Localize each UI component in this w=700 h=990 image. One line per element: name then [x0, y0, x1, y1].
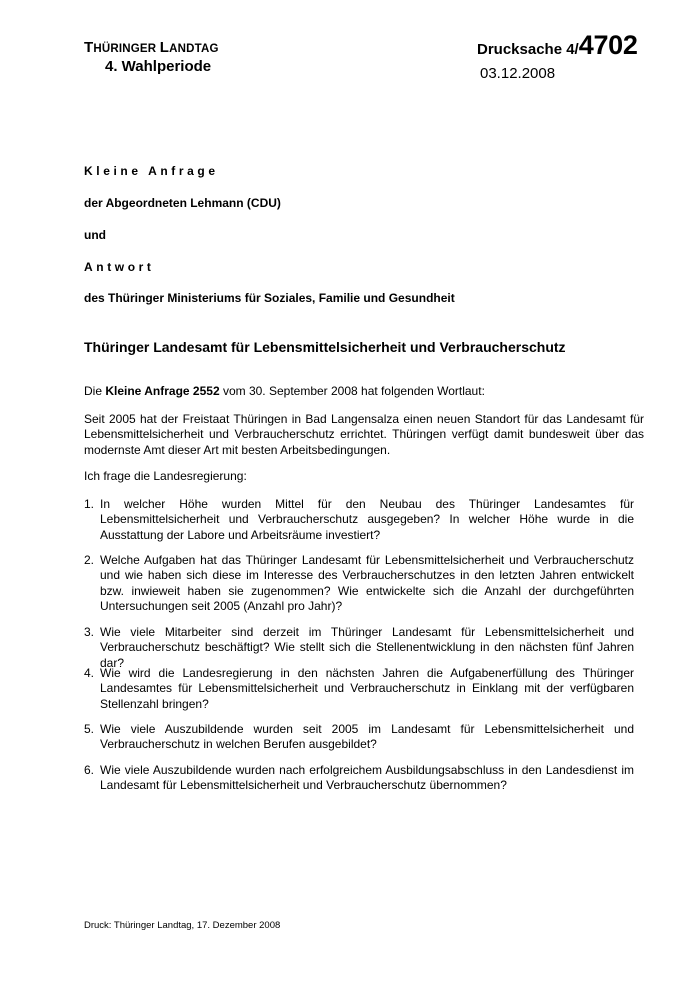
- parliament-name: THÜRINGER LANDTAG: [84, 39, 219, 56]
- question-item: [84, 722, 634, 753]
- document-reference: [477, 30, 638, 65]
- question-number: 5.: [84, 722, 95, 736]
- question-text: Welche Aufgaben hat das Thüringer Landesamt für Lebensmittelsicherheit und Verbraucherschutz und wie haben sich diese im Interesse des Verbraucherschutzes in den letzten Jahren entwickelt bzw. inwieweit haben sie zugenommen? Wie entwickelte sich die Anzahl der durchgeführten Untersuchungen seit 2005 (Anzahl pro Jahr)?: [100, 553, 634, 614]
- question-item: [84, 666, 634, 712]
- answer-label: Antwort: [84, 260, 155, 274]
- question-number: 4.: [84, 666, 95, 680]
- question-item: [84, 763, 634, 794]
- doc-prefix: Drucksache 4/: [477, 41, 579, 58]
- question-text: Wie viele Auszubildende wurden nach erfolgreichem Ausbildungsabschluss in den Landesdienst im Landesamt für Lebensmittelsicherheit und Verbraucherschutz übernommen?: [100, 763, 634, 793]
- print-footer: Druck: Thüringer Landtag, 17. Dezember 2008: [84, 920, 281, 931]
- question-text: In welcher Höhe wurden Mittel für den Neubau des Thüringer Landesamtes für Lebensmittelsicherheit und Verbraucherschutz ausgegeben? In welcher Höhe wurde in die Ausstattung der Labore und Arbeitsräume investiert?: [100, 497, 634, 542]
- question-item: [84, 553, 634, 615]
- legislative-period: 4. Wahlperiode: [105, 58, 212, 75]
- document-topic: Thüringer Landesamt für Lebensmittelsicherheit und Verbraucherschutz: [84, 339, 566, 355]
- inquiry-reference: Kleine Anfrage 2552: [105, 384, 220, 398]
- header-right: [477, 30, 638, 82]
- inquiry-author: der Abgeordneten Lehmann (CDU): [84, 196, 281, 210]
- ministry: des Thüringer Ministeriums für Soziales, Familie und Gesundheit: [84, 291, 455, 305]
- question-number: 3.: [84, 625, 95, 639]
- question-item: [84, 497, 634, 543]
- question-text: Wie viele Auszubildende wurden seit 2005 im Landesamt für Lebensmittelsicherheit und Verbraucherschutz in welchen Berufen ausgebildet?: [100, 722, 634, 752]
- question-item: [84, 625, 634, 671]
- doc-number: 4702: [578, 30, 638, 60]
- doc-date: 03.12.2008: [480, 65, 556, 82]
- conjunction: und: [84, 228, 106, 242]
- question-text: Wie wird die Landesregierung in den nächsten Jahren die Aufgabenerfüllung des Thüringer Landesamtes für Lebensmittelsicherheit und Verbraucherschutz in Einklang mit der verfügbaren Stellenzahl bringen?: [100, 666, 634, 711]
- ask-line: Ich frage die Landesregierung:: [84, 469, 247, 483]
- header-left: [84, 40, 219, 76]
- question-number: 2.: [84, 553, 95, 567]
- question-text: Wie viele Mitarbeiter sind derzeit im Thüringer Landesamt für Lebensmittelsicherheit und Verbraucherschutz beschäftigt? Wie stellt sich die Stellenentwicklung in den nächsten fünf Jahren dar?: [100, 625, 634, 670]
- wording-line: Die Kleine Anfrage 2552 vom 30. September 2008 hat folgenden Wortlaut:: [84, 384, 485, 398]
- inquiry-type-label: Kleine Anfrage: [84, 164, 219, 178]
- preamble-paragraph: Seit 2005 hat der Freistaat Thüringen in Bad Langensalza einen neuen Standort für das Landesamt für Lebensmittelsicherheit und Verbraucherschutz errichtet. Thüringen verfügt damit bundesweit über das modernste Amt dieser Art mit besten Arbeitsbedingungen.: [84, 412, 644, 457]
- question-number: 1.: [84, 497, 95, 511]
- question-number: 6.: [84, 763, 95, 777]
